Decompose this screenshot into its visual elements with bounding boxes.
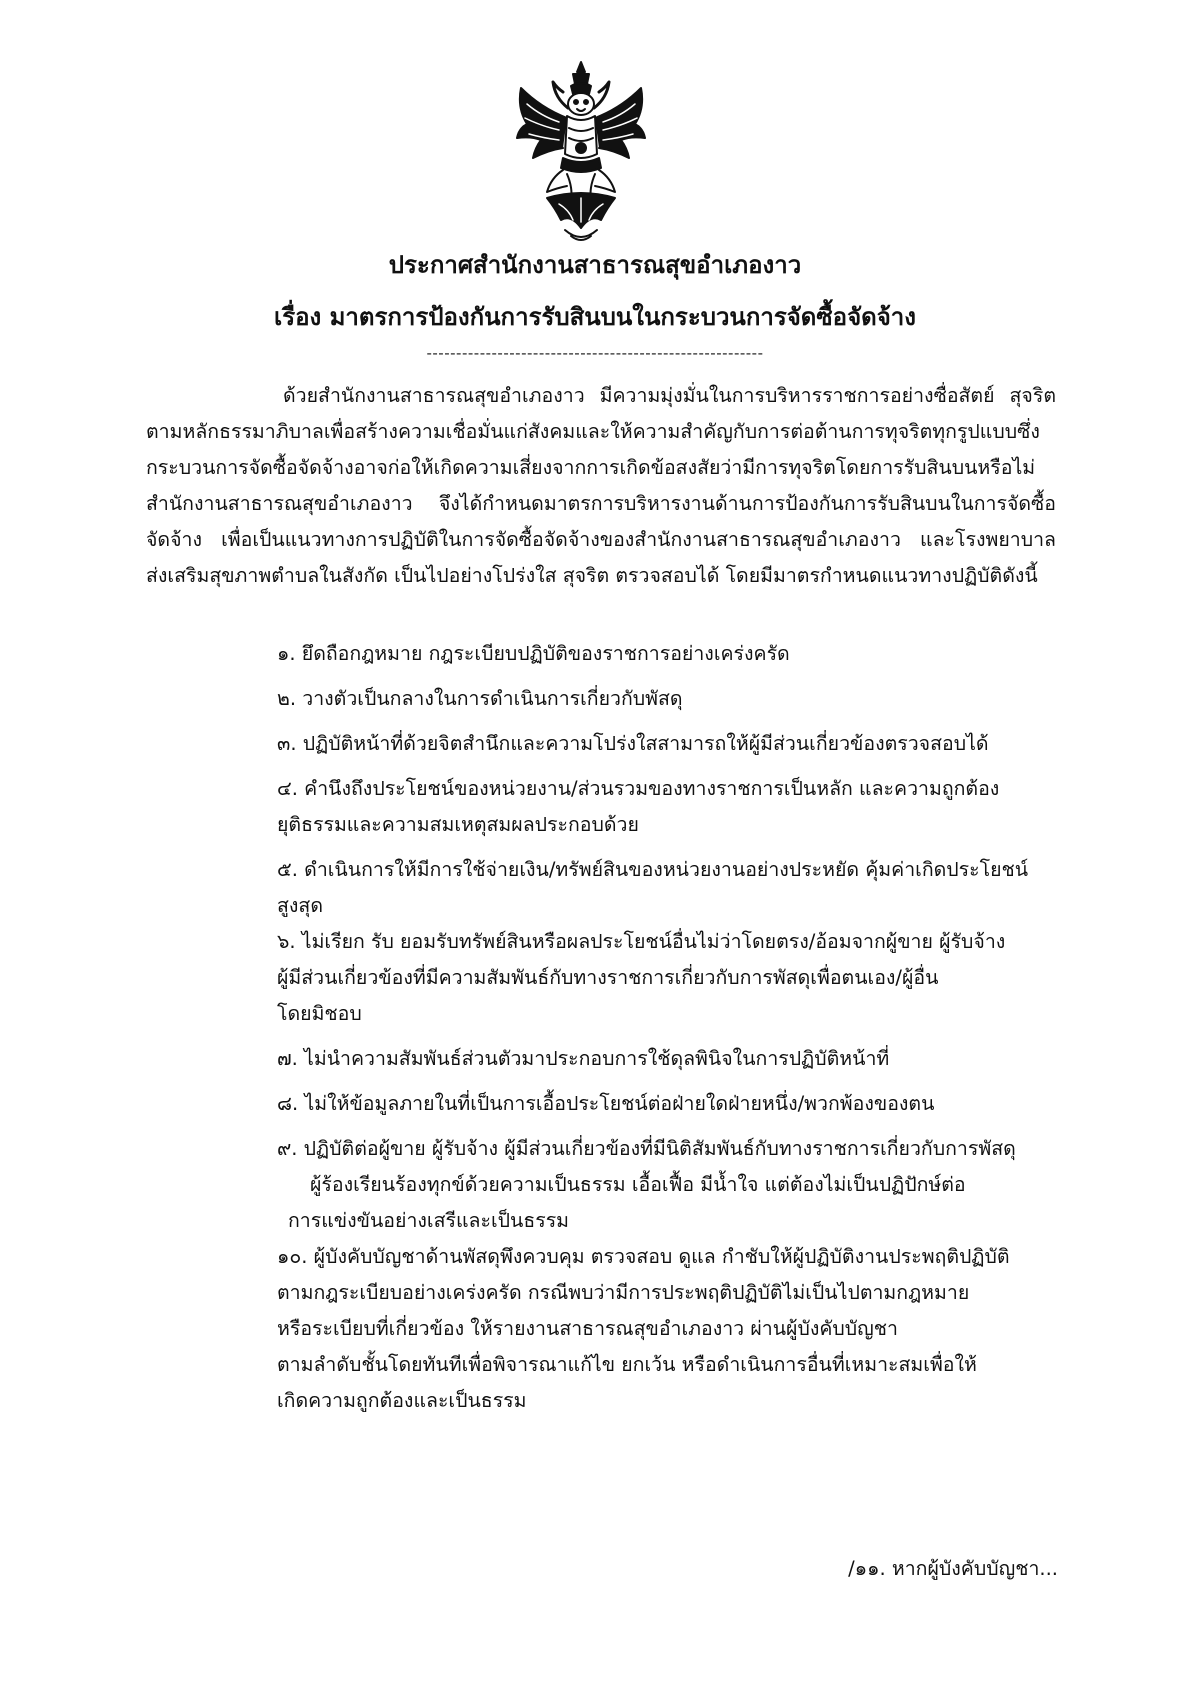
measure-item-5-cont: สูงสุด <box>277 894 323 917</box>
measure-item-5: ๕. ดำเนินการให้มีการใช้จ่ายเงิน/ทรัพย์สินของหน่วยงานอย่างประหยัด คุ้มค่าเกิดประโยชน์ <box>277 858 1029 881</box>
subject-title: เรื่อง มาตรการป้องกันการรับสินบนในกระบวนการจัดซื้อจัดจ้าง <box>274 303 916 331</box>
continuation-note: /๑๑. หากผู้บังคับบัญชา... <box>848 1557 1058 1580</box>
title-divider: --------------------------------------------------------- <box>426 344 764 362</box>
intro-paragraph <box>146 378 1056 594</box>
measure-item-9-cont: การแข่งขันอย่างเสรีและเป็นธรรม <box>288 1209 570 1232</box>
measure-item-1: ๑. ยึดถือกฎหมาย กฎระเบียบปฏิบัติของราชการอย่างเคร่งครัด <box>277 642 790 665</box>
garuda-emblem-icon <box>510 58 652 248</box>
measure-item-7: ๗. ไม่นำความสัมพันธ์ส่วนตัวมาประกอบการใช้ดุลพินิจในการปฏิบัติหน้าที่ <box>277 1047 890 1070</box>
measure-item-10-cont: ตามลำดับชั้นโดยทันทีเพื่อพิจารณาแก้ไข ยกเว้น หรือดำเนินการอื่นที่เหมาะสมเพื่อให้ <box>277 1353 977 1376</box>
intro-line: กระบวนการจัดซื้อจัดจ้างอาจก่อให้เกิดความเสี่ยงจากการเกิดข้อสงสัยว่ามีการทุจริตโดยการรับสินบนหรือไม่ <box>146 456 1036 479</box>
intro-line: จัดจ้าง เพื่อเป็นแนวทางการปฏิบัติในการจัดซื้อจัดจ้างของสำนักงานสาธารณสุขอำเภองาว และโรงพยาบาล <box>146 528 1056 551</box>
measure-item-9-cont: ผู้ร้องเรียนร้องทุกข์ด้วยความเป็นธรรม เอื้อเฟื้อ มีน้ำใจ แต่ต้องไม่เป็นปฏิปักษ์ต่อ <box>310 1173 966 1196</box>
page-title: ประกาศสำนักงานสาธารณสุขอำเภองาว <box>388 251 802 279</box>
measure-item-6: ๖. ไม่เรียก รับ ยอมรับทรัพย์สินหรือผลประโยชน์อื่นไม่ว่าโดยตรง/อ้อมจากผู้ขาย ผู้รับจ้าง <box>277 930 1006 953</box>
measure-item-9: ๙. ปฏิบัติต่อผู้ขาย ผู้รับจ้าง ผู้มีส่วนเกี่ยวข้องที่มีนิติสัมพันธ์กับทางราชการเกี่ยวกับการพัสดุ <box>277 1137 1016 1160</box>
measure-item-6-cont: โดยมิชอบ <box>277 1002 362 1025</box>
measure-item-4-cont: ยุติธรรมและความสมเหตุสมผลประกอบด้วย <box>277 813 639 836</box>
measure-item-4: ๔. คำนึงถึงประโยชน์ของหน่วยงาน/ส่วนรวมของทางราชการเป็นหลัก และความถูกต้อง <box>277 777 1000 800</box>
measure-item-6-cont: ผู้มีส่วนเกี่ยวข้องที่มีความสัมพันธ์กับทางราชการเกี่ยวกับการพัสดุเพื่อตนเอง/ผู้อื่น <box>277 966 939 989</box>
measure-item-8: ๘. ไม่ให้ข้อมูลภายในที่เป็นการเอื้อประโยชน์ต่อฝ่ายใดฝ่ายหนึ่ง/พวกพ้องของตน <box>277 1092 935 1115</box>
measure-item-10-cont: หรือระเบียบที่เกี่ยวข้อง ให้รายงานสาธารณสุขอำเภองาว ผ่านผู้บังคับบัญชา <box>277 1317 898 1340</box>
measure-item-10-cont: เกิดความถูกต้องและเป็นธรรม <box>277 1389 527 1412</box>
intro-line: ตามหลักธรรมาภิบาลเพื่อสร้างความเชื่อมั่นแก่สังคมและให้ความสำคัญกับการต่อต้านการทุจริตทุกรูปแบบซึ่ง <box>146 420 1040 443</box>
intro-line: สำนักงานสาธารณสุขอำเภองาว จึงได้กำหนดมาตรการบริหารงานด้านการป้องกันการรับสินบนในการจัดซื้อ <box>146 492 1056 515</box>
measure-item-10-cont: ตามกฎระเบียบอย่างเคร่งครัด กรณีพบว่ามีการประพฤติปฏิบัติไม่เป็นไปตามกฎหมาย <box>277 1281 970 1304</box>
measures-list <box>277 636 1057 1419</box>
intro-line: ด้วยสำนักงานสาธารณสุขอำเภองาว มีความมุ่งมั่นในการบริหารราชการอย่างซื่อสัตย์ สุจริต <box>283 384 1056 407</box>
measure-item-2: ๒. วางตัวเป็นกลางในการดำเนินการเกี่ยวกับพัสดุ <box>277 687 683 710</box>
measure-item-10: ๑๐. ผู้บังคับบัญชาด้านพัสดุพึงควบคุม ตรวจสอบ ดูแล กำชับให้ผู้ปฏิบัติงานประพฤติปฏิบัติ <box>277 1245 1010 1268</box>
measure-item-3: ๓. ปฏิบัติหน้าที่ด้วยจิตสำนึกและความโปร่งใสสามารถให้ผู้มีส่วนเกี่ยวข้องตรวจสอบได้ <box>277 732 989 755</box>
intro-line: ส่งเสริมสุขภาพตำบลในสังกัด เป็นไปอย่างโปร่งใส สุจริต ตรวจสอบได้ โดยมีมาตรกำหนดแนวทางปฏิบัติดังนี้ <box>146 564 1038 587</box>
